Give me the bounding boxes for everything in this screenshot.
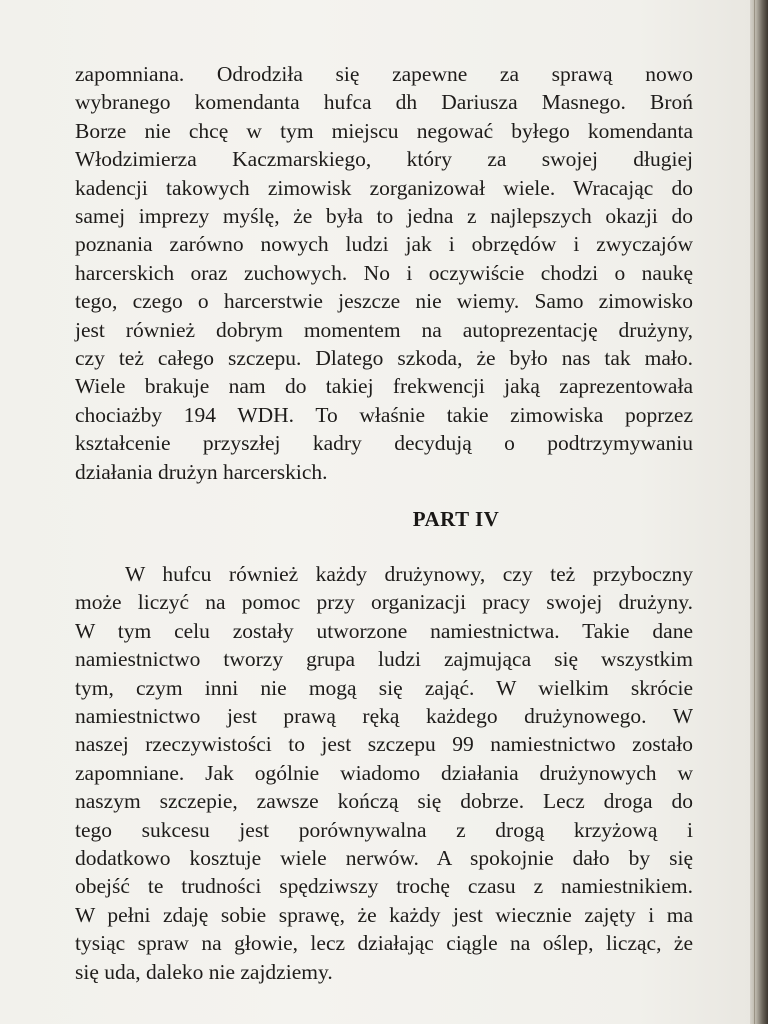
text-line: W tym celu zostały utworzone namiestnictwa. Takie dane [75, 618, 693, 643]
text-line: tysiąc spraw na głowie, lecz działając ciągle na oślep, licząc, że [75, 931, 693, 956]
text-line: chociażby 194 WDH. To właśnie takie zimowiska poprzez [75, 402, 693, 427]
text-line: wybranego komendanta hufca dh Dariusza Masnego. Broń [75, 90, 693, 115]
text-line: namiestnictwo jest prawą ręką każdego drużynowego. W [75, 704, 693, 729]
text-line: się uda, daleko nie zajdziemy. [75, 959, 333, 984]
text-line: W pełni zdaję sobie sprawę, że każdy jest wiecznie zajęty i ma [75, 902, 693, 927]
text-line: jest również dobrym momentem na autoprezentację drużyny, [75, 317, 693, 342]
text-line: Wiele brakuje nam do takiej frekwencji jaką zaprezentowała [75, 374, 693, 399]
text-line: może liczyć na pomoc przy organizacji pracy swojej drużyny. [75, 590, 693, 615]
text-line: dodatkowo kosztuje wiele nerwów. A spokojnie dało by się [75, 846, 693, 871]
text-line: samej imprezy myślę, że była to jedna z najlepszych okazji do [75, 204, 693, 229]
text-line: naszym szczepie, zawsze kończą się dobrze. Lecz droga do [75, 789, 693, 814]
text-line: Włodzimierza Kaczmarskiego, który za swojej długiej [75, 147, 693, 172]
text-line: naszej rzeczywistości to jest szczepu 99 namiestnictwo zostało [75, 732, 693, 757]
text-line: tego, czego o harcerstwie jeszcze nie wiemy. Samo zimowisko [75, 289, 693, 314]
text-line: czy też całego szczepu. Dlatego szkoda, że było nas tak mało. [75, 346, 693, 371]
book-binding-edge [750, 0, 768, 1024]
text-line: harcerskich oraz zuchowych. No i oczywiście chodzi o naukę [75, 260, 693, 285]
text-line: obejść te trudności spędziwszy trochę czasu z namiestnikiem. [75, 874, 693, 899]
text-line: poznania zarówno nowych ludzi jak i obrzędów i zwyczajów [75, 232, 693, 257]
text-line: Borze nie chcę w tym miejscu negować byłego komendanta [75, 118, 693, 143]
text-line: tego sukcesu jest porównywalna z drogą krzyżową i [75, 817, 693, 842]
text-line: namiestnictwo tworzy grupa ludzi zajmująca się wszystkim [75, 647, 693, 672]
paragraph-part-four [75, 560, 693, 986]
paragraph-continued [75, 60, 693, 486]
text-line: tym, czym inni nie mogą się zająć. W wielkim skrócie [75, 675, 693, 700]
text-line: kształcenie przyszłej kadry decydują o podtrzymywaniu [75, 431, 693, 456]
text-line: kadencji takowych zimowisk zorganizował wiele. Wracając do [75, 175, 693, 200]
section-heading: PART IV [412, 507, 500, 531]
text-line: działania drużyn harcerskich. [75, 459, 328, 484]
text-line: zapomniana. Odrodziła się zapewne za sprawą nowo [75, 62, 693, 86]
text-line: W hufcu również każdy drużynowy, czy też przyboczny [125, 562, 693, 586]
text-line: zapomniane. Jak ogólnie wiadomo działania drużynowych w [75, 760, 693, 785]
